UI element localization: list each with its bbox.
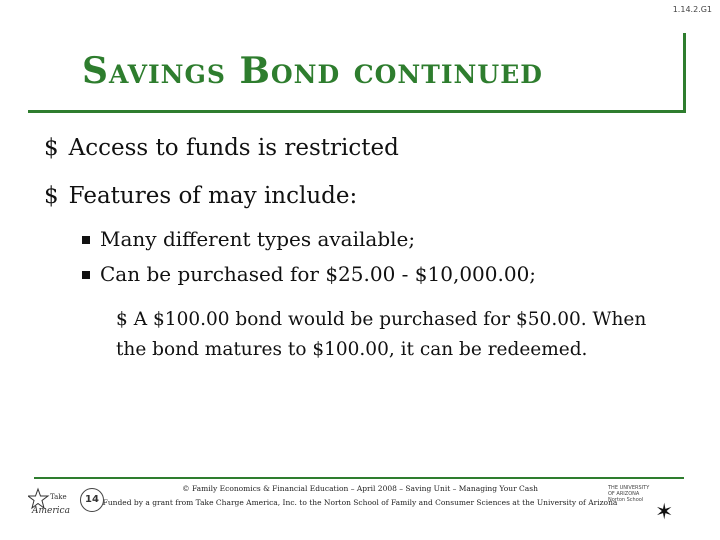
bullet-1 (44, 135, 399, 161)
slide-id: 1.14.2.G1 (672, 5, 712, 14)
square-bullet-icon (82, 271, 90, 279)
badge-14-logo: 14 (80, 488, 104, 512)
footer-line-1: © Family Economics & Financial Education – April 2008 – Saving Unit – Managing Your Cash (182, 484, 538, 493)
footer (100, 482, 620, 510)
bullet-text: Features of may include: (68, 183, 358, 209)
sub-bullet-2 (82, 262, 536, 286)
bullet-marker: $ (44, 183, 59, 209)
take-charge-america-logo (28, 487, 76, 515)
sub-bullet-1 (82, 227, 415, 251)
bullet-marker: $ (44, 135, 59, 161)
footer-rule (34, 477, 684, 479)
sub-bullet-text: Can be purchased for $25.00 - $10,000.00; (100, 262, 537, 286)
svg-text:America: America (32, 506, 70, 515)
sub-bullet-text: Many different types available; (100, 227, 416, 251)
footer-line-2: Funded by a grant from Take Charge America, Inc. to the Norton School of Family and Consumer Sciences at the University of Arizona (102, 498, 618, 507)
square-bullet-icon (82, 236, 90, 244)
title-vertical-rule (683, 33, 686, 113)
figure-icon: ✶ (655, 500, 674, 525)
detail-text: A $100.00 bond would be purchased for $50.00. When the bond matures to $100.00, it can be redeemed. (116, 309, 647, 360)
bullet-text: Access to funds is restricted (68, 135, 399, 161)
slide-title: Savings Bond continued (82, 50, 543, 92)
title-horizontal-rule (28, 110, 686, 113)
svg-text:Take: Take (50, 493, 67, 501)
university-logo: THE UNIVERSITY OF ARIZONA Norton School (608, 485, 650, 503)
star-logo-icon (28, 487, 76, 515)
detail-bullet (116, 305, 676, 365)
detail-marker: $ (116, 309, 128, 330)
bullet-2 (44, 183, 357, 209)
